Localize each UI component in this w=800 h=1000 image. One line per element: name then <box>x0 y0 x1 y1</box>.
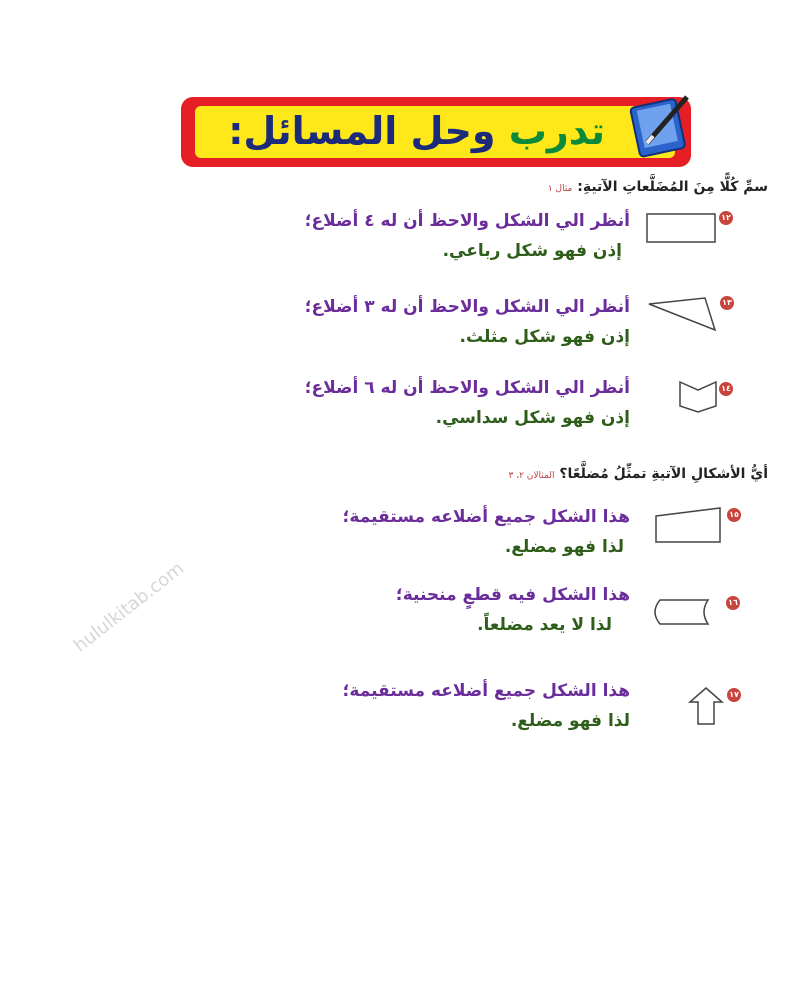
section2-hint: المثالان ٢، ٣ <box>508 471 555 481</box>
exercise-number: ١٤ <box>719 382 733 396</box>
watermark: hululkitab.com <box>70 557 189 657</box>
exercise-number: ١٥ <box>727 508 741 522</box>
section2-heading-text: أيُّ الأشكالِ الآتيةِ تمثِّلُ مُضلَّعًا؟ <box>559 466 768 482</box>
answer-line-1: أنظر الي الشكل والاحظ أن له ٤ أضلاع؛ <box>304 211 630 231</box>
answer-line-2: إذن فهو شكل مثلث. <box>459 327 630 347</box>
section1-heading-text: سمِّ كُلًّا مِنَ المُضَلَّعاتِ الآتيةِ: <box>577 179 768 195</box>
title-word-2: وحل المسائل: <box>228 109 496 153</box>
section1-hint: مثال ١ <box>547 184 573 194</box>
title-banner <box>181 97 691 167</box>
exercise-answer <box>396 580 630 640</box>
exercise-answer <box>343 502 630 562</box>
answer-line-2: إذن فهو شكل رباعي. <box>442 241 622 261</box>
notepad-pen-icon <box>627 89 697 159</box>
exercise-answer <box>343 676 630 736</box>
answer-line-2: لذا لا يعد مضلعاً. <box>477 615 612 635</box>
answer-line-1: أنظر الي الشكل والاحظ أن له ٣ أضلاع؛ <box>304 297 630 317</box>
exercise-number: ١٣ <box>720 296 734 310</box>
answer-line-1: أنظر الي الشكل والاحظ أن له ٦ أضلاع؛ <box>304 378 630 398</box>
answer-line-2: لذا فهو مضلع. <box>504 537 624 557</box>
exercise-answer <box>305 206 630 266</box>
exercise-number: ١٦ <box>726 596 740 610</box>
answer-line-2: لذا فهو مضلع. <box>510 711 630 731</box>
rectangle-icon <box>645 212 719 246</box>
exercise-answer <box>305 373 630 433</box>
exercise-number: ١٢ <box>719 211 733 225</box>
section2-heading <box>508 466 768 482</box>
hexagon-icon <box>678 378 718 414</box>
section1-heading <box>548 179 768 195</box>
page-title <box>228 109 605 153</box>
answer-line-2: إذن فهو شكل سداسي. <box>435 408 630 428</box>
answer-line-1: هذا الشكل جميع أضلاعه مستقيمة؛ <box>342 681 630 701</box>
trapezoid-icon <box>652 506 726 544</box>
triangle-icon <box>645 294 719 336</box>
exercise-number: ١٧ <box>727 688 741 702</box>
title-word-1: تدرب <box>508 109 605 153</box>
answer-line-1: هذا الشكل جميع أضلاعه مستقيمة؛ <box>342 507 630 527</box>
answer-line-1: هذا الشكل فيه قطعٍ منحنية؛ <box>395 585 630 605</box>
exercise-answer <box>305 292 630 352</box>
curved-shape-icon <box>648 596 718 628</box>
arrow-shape-icon <box>688 686 724 726</box>
title-banner-inner <box>195 106 675 158</box>
